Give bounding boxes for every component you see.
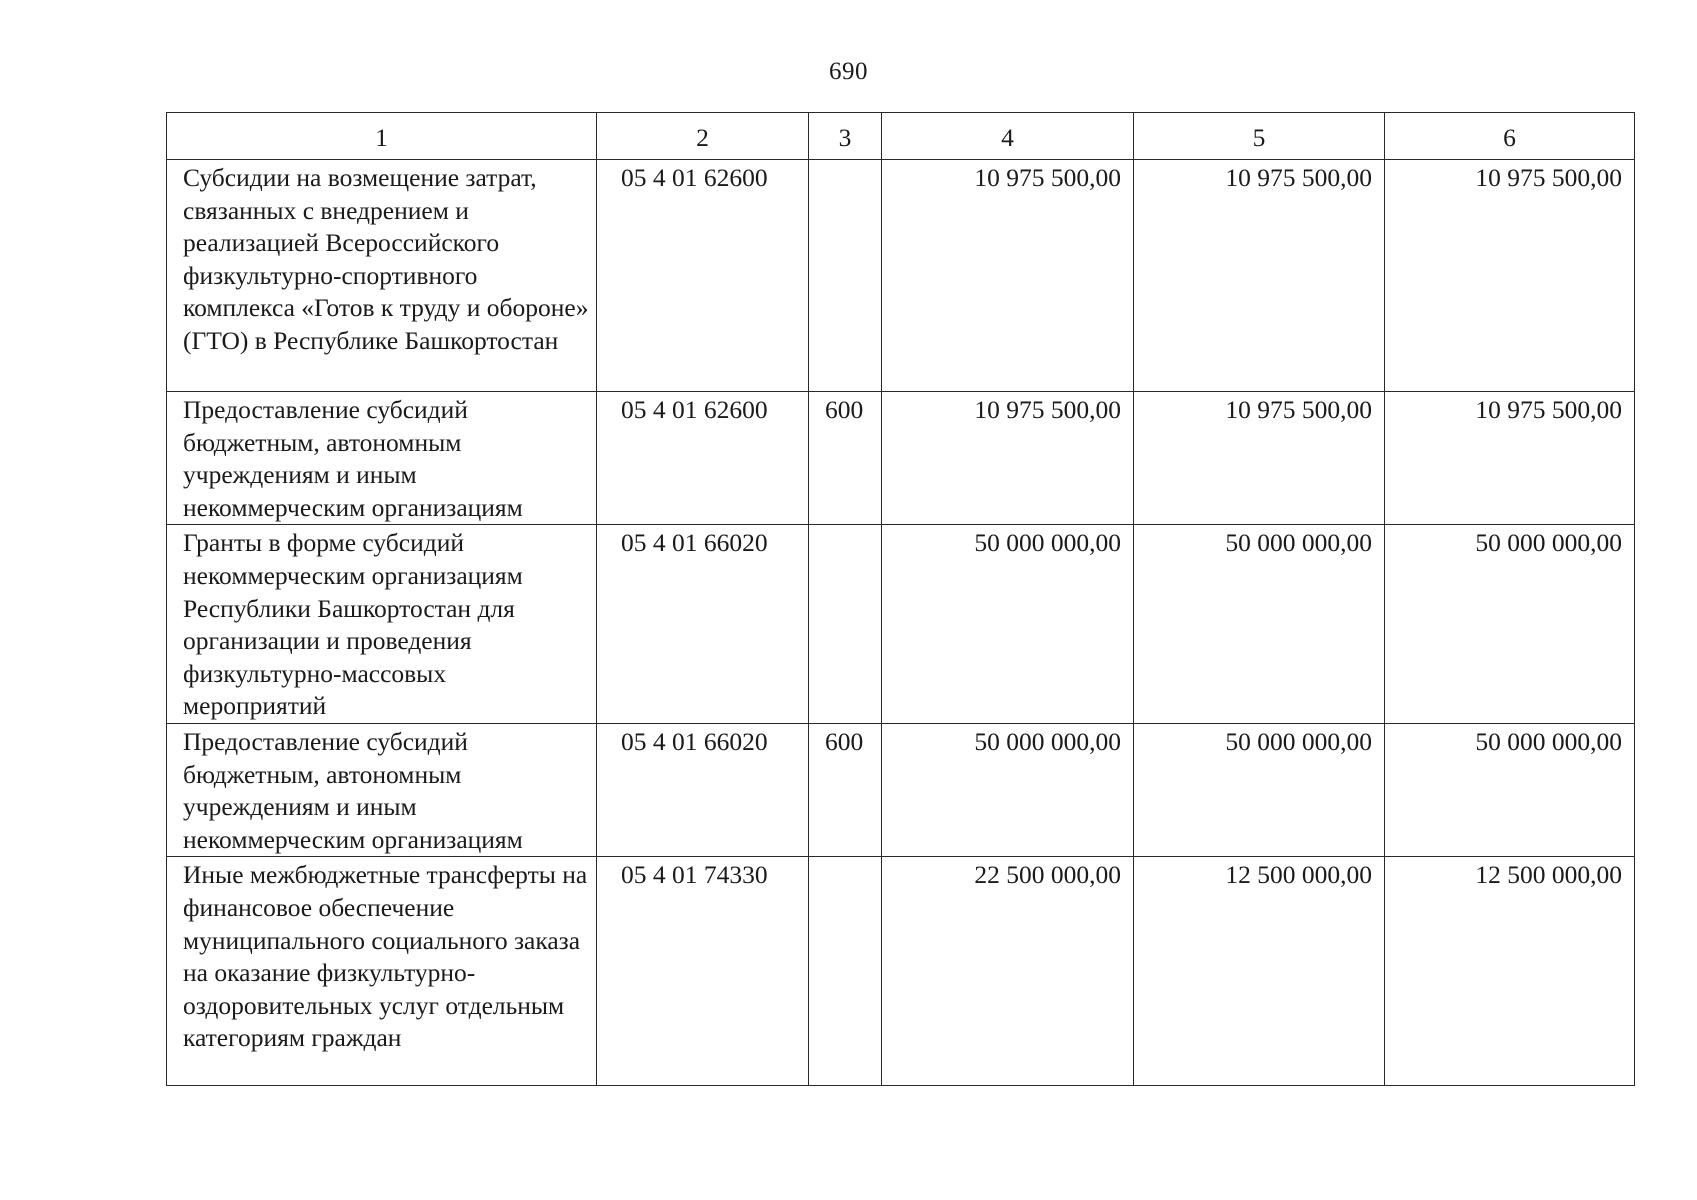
expense-type-cell: 600 [809,723,882,856]
table-row [167,392,1635,525]
header-row [167,113,1635,160]
amount-column-4-cell: 10 975 500,00 [882,392,1134,525]
expense-type-cell: 600 [809,392,882,525]
amount-column-4-cell: 50 000 000,00 [882,525,1134,724]
budget-table [166,112,1635,1086]
amount-column-5-cell: 12 500 000,00 [1134,857,1385,1086]
expense-name-cell: Иные межбюджетные трансферты на финансовое обеспечение муниципального социального заказа на оказание физкультурно-оздоровительных услуг отдельным категориям граждан [167,857,597,1086]
column-header-6: 6 [1385,113,1635,160]
amount-column-4-cell: 50 000 000,00 [882,723,1134,856]
amount-column-6-cell: 12 500 000,00 [1385,857,1635,1086]
expense-type-cell [809,160,882,392]
amount-column-6-cell: 50 000 000,00 [1385,525,1635,724]
expense-type-cell [809,525,882,724]
column-header-5: 5 [1134,113,1385,160]
amount-column-6-cell: 10 975 500,00 [1385,160,1635,392]
target-code-cell: 05 4 01 74330 [597,857,809,1086]
table-row [167,723,1635,856]
amount-column-4-cell: 22 500 000,00 [882,857,1134,1086]
expense-name-cell: Гранты в форме субсидий некоммерческим организациям Республики Башкортостан для организации и проведения физкультурно-массовых мероприятий [167,525,597,724]
column-header-2: 2 [597,113,809,160]
column-header-3: 3 [809,113,882,160]
amount-column-5-cell: 10 975 500,00 [1134,392,1385,525]
table-row [167,857,1635,1086]
amount-column-5-cell: 50 000 000,00 [1134,723,1385,856]
target-code-cell: 05 4 01 66020 [597,525,809,724]
expense-name-cell: Предоставление субсидий бюджетным, автономным учреждениям и иным некоммерческим организациям [167,723,597,856]
target-code-cell: 05 4 01 66020 [597,723,809,856]
table-row [167,525,1635,724]
column-header-4: 4 [882,113,1134,160]
table-row [167,160,1635,392]
column-header-1: 1 [167,113,597,160]
amount-column-5-cell: 50 000 000,00 [1134,525,1385,724]
expense-type-cell [809,857,882,1086]
target-code-cell: 05 4 01 62600 [597,160,809,392]
amount-column-5-cell: 10 975 500,00 [1134,160,1385,392]
amount-column-4-cell: 10 975 500,00 [882,160,1134,392]
expense-name-cell: Субсидии на возмещение затрат, связанных с внедрением и реализацией Всероссийского физкультурно-спортивного комплекса «Готов к труду и обороне» (ГТО) в Республике Башкортостан [167,160,597,392]
expense-name-cell: Предоставление субсидий бюджетным, автономным учреждениям и иным некоммерческим организациям [167,392,597,525]
amount-column-6-cell: 50 000 000,00 [1385,723,1635,856]
page-number: 690 [829,58,868,85]
amount-column-6-cell: 10 975 500,00 [1385,392,1635,525]
target-code-cell: 05 4 01 62600 [597,392,809,525]
